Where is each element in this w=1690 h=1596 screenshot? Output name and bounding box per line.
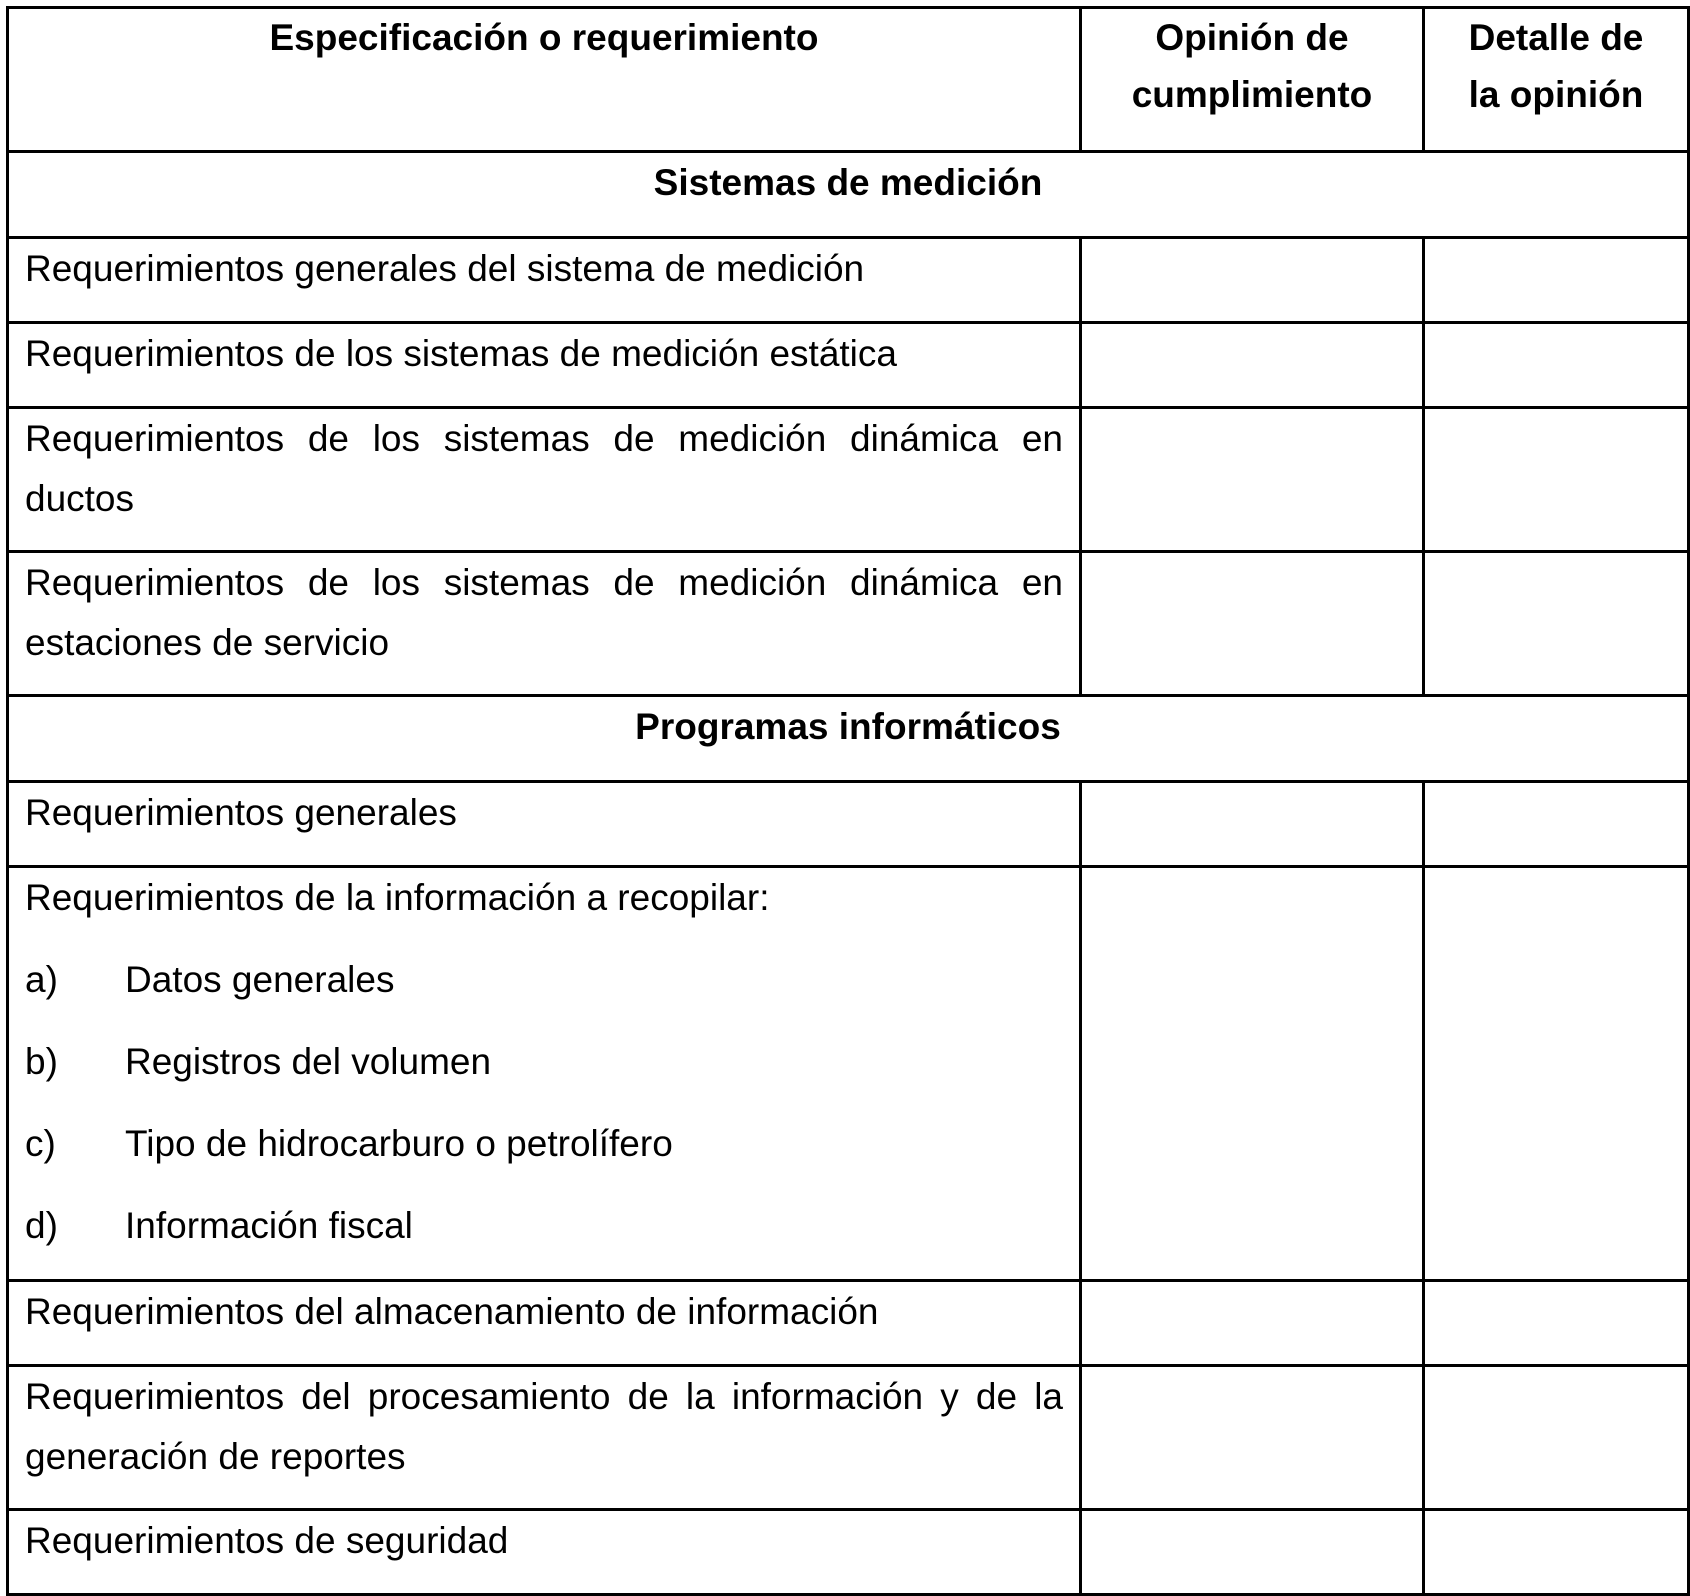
- detail-cell[interactable]: [1424, 1510, 1689, 1595]
- header-row: [8, 8, 1689, 152]
- requirement-cell: Requerimientos del almacenamiento de información: [8, 1281, 1081, 1366]
- opinion-cell[interactable]: [1081, 1281, 1424, 1366]
- detail-cell[interactable]: [1424, 1281, 1689, 1366]
- opinion-cell[interactable]: [1081, 1366, 1424, 1510]
- list-text: Información fiscal: [125, 1205, 413, 1246]
- table-row: [8, 782, 1689, 867]
- header-spec-label: Especificación o requerimiento: [269, 17, 819, 58]
- requirement-cell: Requerimientos generales: [8, 782, 1081, 867]
- detail-cell[interactable]: [1424, 867, 1689, 1281]
- opinion-cell[interactable]: [1081, 1510, 1424, 1595]
- table-row: [8, 238, 1689, 323]
- requirement-cell: Requerimientos de seguridad: [8, 1510, 1081, 1595]
- detail-cell[interactable]: [1424, 552, 1689, 696]
- detail-cell[interactable]: [1424, 323, 1689, 408]
- table-row: [8, 867, 1689, 1281]
- section-title: Sistemas de medición: [8, 152, 1689, 238]
- list-letter: a): [25, 959, 58, 1000]
- header-opinion-line1: Opinión de: [1155, 17, 1349, 58]
- list-item: [25, 950, 1063, 1010]
- header-spec: [8, 8, 1081, 152]
- header-detail: [1424, 8, 1689, 152]
- list-text: Registros del volumen: [125, 1041, 492, 1082]
- table-row: [8, 408, 1689, 552]
- requirement-cell: Requerimientos generales del sistema de medición: [8, 238, 1081, 323]
- requirement-cell: Requerimientos del procesamiento de la información y de la generación de reportes: [8, 1366, 1081, 1510]
- table-row: [8, 1366, 1689, 1510]
- requirement-cell: Requerimientos de los sistemas de medición estática: [8, 323, 1081, 408]
- opinion-cell[interactable]: [1081, 323, 1424, 408]
- header-detail-line2: la opinión: [1468, 74, 1644, 115]
- header-opinion: [1081, 8, 1424, 152]
- list-intro: Requerimientos de la información a recopilar:: [25, 877, 770, 918]
- header-detail-line1: Detalle de: [1468, 17, 1644, 58]
- requirement-cell: Requerimientos de los sistemas de medición dinámica en ductos: [8, 408, 1081, 552]
- compliance-table: [6, 6, 1690, 1596]
- detail-cell[interactable]: [1424, 238, 1689, 323]
- requirement-cell: Requerimientos de los sistemas de medición dinámica en estaciones de servicio: [8, 552, 1081, 696]
- section-row: [8, 152, 1689, 238]
- opinion-cell[interactable]: [1081, 867, 1424, 1281]
- list-item: [25, 1196, 1063, 1256]
- list-item: [25, 1032, 1063, 1092]
- table-row: [8, 1281, 1689, 1366]
- table-row: [8, 552, 1689, 696]
- requirement-cell: [8, 867, 1081, 1281]
- detail-cell[interactable]: [1424, 408, 1689, 552]
- opinion-cell[interactable]: [1081, 782, 1424, 867]
- detail-cell[interactable]: [1424, 1366, 1689, 1510]
- list-text: Datos generales: [125, 959, 395, 1000]
- list-letter: c): [25, 1123, 56, 1164]
- section-title: Programas informáticos: [8, 696, 1689, 782]
- list-text: Tipo de hidrocarburo o petrolífero: [125, 1123, 673, 1164]
- list-item: [25, 1114, 1063, 1174]
- section-row: [8, 696, 1689, 782]
- opinion-cell[interactable]: [1081, 238, 1424, 323]
- list-letter: d): [25, 1205, 58, 1246]
- list-letter: b): [25, 1041, 58, 1082]
- detail-cell[interactable]: [1424, 782, 1689, 867]
- opinion-cell[interactable]: [1081, 552, 1424, 696]
- opinion-cell[interactable]: [1081, 408, 1424, 552]
- table-row: [8, 323, 1689, 408]
- table-row: [8, 1510, 1689, 1595]
- header-opinion-line2: cumplimiento: [1131, 74, 1373, 115]
